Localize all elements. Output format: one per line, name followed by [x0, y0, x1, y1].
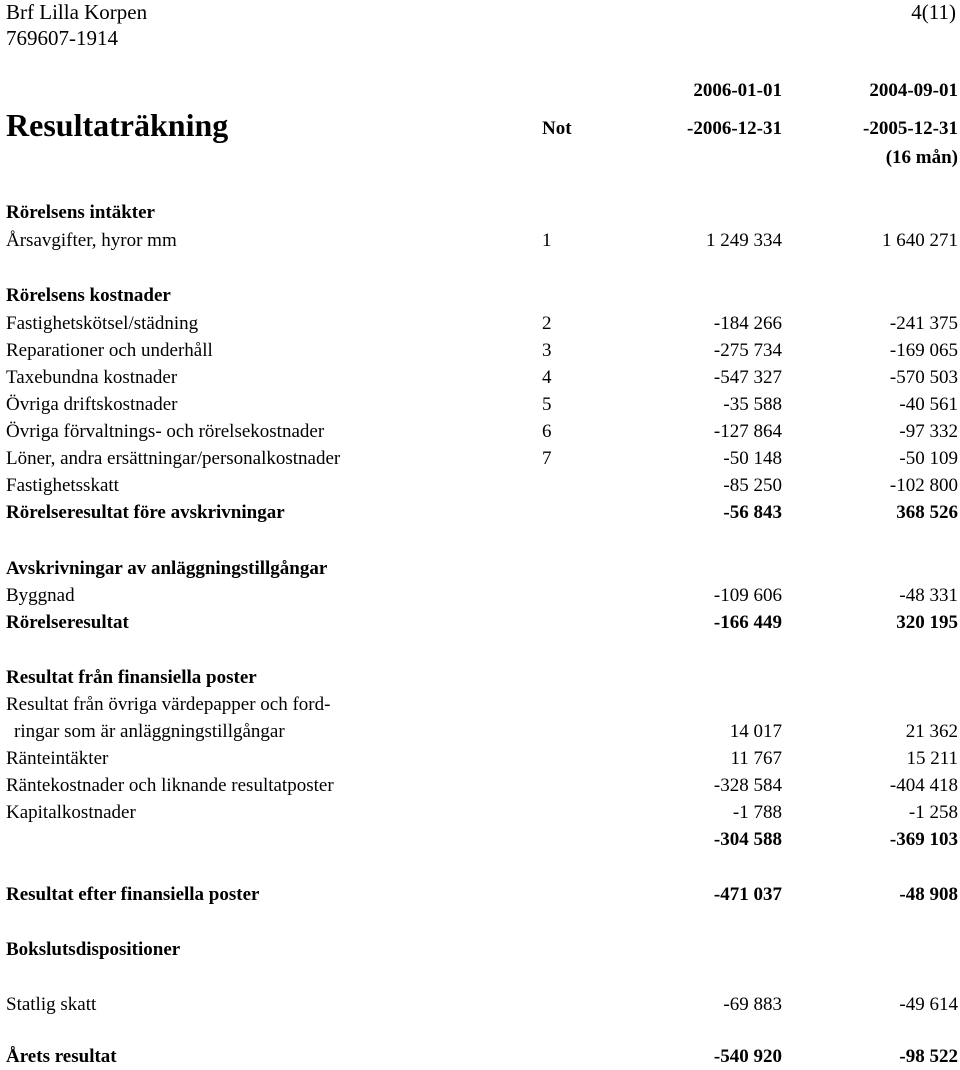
- row-value-period1: -166 449: [713, 612, 782, 633]
- row-note: 6: [542, 421, 552, 442]
- table-row: [0, 445, 960, 472]
- row-label: Taxebundna kostnader: [6, 367, 178, 388]
- row-value-period1: -56 843: [723, 502, 782, 523]
- row-label: Byggnad: [6, 585, 75, 606]
- table-row: [0, 691, 960, 718]
- table-row: [0, 282, 960, 309]
- row-value-period2: -369 103: [889, 829, 958, 850]
- row-label: Fastighetskötsel/städning: [6, 313, 199, 334]
- table-row: [0, 310, 960, 337]
- row-label: Reparationer och underhåll: [6, 340, 213, 361]
- table-row: [0, 1043, 960, 1070]
- row-value-period2: -48 908: [899, 884, 958, 905]
- row-label: Årsavgifter, hyror mm: [6, 230, 177, 251]
- row-value-period1: -540 920: [713, 1046, 782, 1067]
- table-row: [0, 199, 960, 226]
- row-label: Resultat efter finansiella poster: [6, 884, 260, 905]
- period2-start: 2004-09-01: [869, 80, 958, 101]
- table-row: [0, 499, 960, 526]
- row-value-period2: 1 640 271: [882, 230, 958, 251]
- row-value-period2: 21 362: [905, 721, 958, 742]
- table-row: [0, 826, 960, 853]
- row-value-period2: -570 503: [889, 367, 958, 388]
- row-label: Löner, andra ersättningar/personalkostnader: [6, 448, 341, 469]
- row-note: 3: [542, 340, 552, 361]
- row-label: ringar som är anläggningstillgångar: [14, 721, 285, 742]
- row-label: Ränteintäkter: [6, 748, 109, 769]
- table-row: [0, 936, 960, 963]
- row-label: Resultat från finansiella poster: [6, 667, 257, 688]
- row-value-period2: 15 211: [906, 748, 958, 769]
- row-label: Resultat från övriga värdepapper och ford-: [6, 694, 331, 715]
- row-value-period1: -35 588: [723, 394, 782, 415]
- row-value-period2: -97 332: [899, 421, 958, 442]
- organization-number: 769607-1914: [6, 26, 118, 50]
- table-row: [0, 799, 960, 826]
- row-value-period1: -471 037: [713, 884, 782, 905]
- row-label: Kapitalkostnader: [6, 802, 136, 823]
- table-row: [0, 609, 960, 636]
- row-label: Rörelsens intäkter: [6, 202, 155, 223]
- row-value-period1: 11 767: [730, 748, 782, 769]
- row-value-period2: -50 109: [899, 448, 958, 469]
- row-value-period2: -102 800: [889, 475, 958, 496]
- table-row: [0, 582, 960, 609]
- row-value-period2: -40 561: [899, 394, 958, 415]
- row-label: Statlig skatt: [6, 994, 97, 1015]
- row-label: Fastighetsskatt: [6, 475, 119, 496]
- table-row: [0, 881, 960, 908]
- period2-duration-note: (16 mån): [885, 147, 958, 168]
- row-value-period1: -85 250: [723, 475, 782, 496]
- row-note: 5: [542, 394, 552, 415]
- row-note: 7: [542, 448, 552, 469]
- row-label: Rörelsens kostnader: [6, 285, 171, 306]
- table-row: [0, 555, 960, 582]
- period1-start: 2006-01-01: [693, 80, 782, 101]
- row-note: 1: [542, 230, 552, 251]
- row-label: Avskrivningar av anläggningstillgångar: [6, 558, 328, 579]
- row-value-period2: -241 375: [889, 313, 958, 334]
- row-label: Övriga förvaltnings- och rörelsekostnader: [6, 421, 325, 442]
- row-value-period1: -328 584: [713, 775, 782, 796]
- period2-end: -2005-12-31: [863, 118, 958, 139]
- row-value-period2: -1 258: [908, 802, 958, 823]
- table-row: [0, 772, 960, 799]
- table-row: [0, 718, 960, 745]
- row-label: Räntekostnader och liknande resultatposter: [6, 775, 334, 796]
- table-row: [0, 227, 960, 254]
- row-value-period2: -404 418: [889, 775, 958, 796]
- row-value-period1: -69 883: [723, 994, 782, 1015]
- page-title: Resultaträkning: [6, 107, 229, 143]
- table-row: [0, 745, 960, 772]
- row-value-period1: 1 249 334: [706, 230, 782, 251]
- row-value-period1: -275 734: [713, 340, 782, 361]
- row-value-period1: 14 017: [729, 721, 782, 742]
- table-row: [0, 337, 960, 364]
- row-value-period2: -98 522: [899, 1046, 958, 1067]
- row-value-period1: -50 148: [723, 448, 782, 469]
- table-row: [0, 991, 960, 1018]
- row-value-period1: -1 788: [732, 802, 782, 823]
- row-label: Bokslutsdispositioner: [6, 939, 181, 960]
- row-value-period2: -48 331: [899, 585, 958, 606]
- row-value-period1: -547 327: [713, 367, 782, 388]
- organization-name: Brf Lilla Korpen: [6, 0, 148, 24]
- row-value-period1: -127 864: [713, 421, 782, 442]
- table-row: [0, 364, 960, 391]
- row-value-period2: -49 614: [899, 994, 958, 1015]
- row-value-period1: -184 266: [713, 313, 782, 334]
- row-note: 4: [542, 367, 552, 388]
- table-row: [0, 472, 960, 499]
- row-value-period2: -169 065: [889, 340, 958, 361]
- period1-end: -2006-12-31: [687, 118, 782, 139]
- row-label: Övriga driftskostnader: [6, 394, 178, 415]
- row-value-period1: -304 588: [713, 829, 782, 850]
- row-label: Rörelseresultat: [6, 612, 129, 633]
- page-number: 4(11): [911, 0, 956, 24]
- row-value-period2: 320 195: [896, 612, 958, 633]
- note-column-header: Not: [542, 118, 572, 139]
- row-note: 2: [542, 313, 552, 334]
- table-row: [0, 418, 960, 445]
- table-row: [0, 664, 960, 691]
- row-label: Rörelseresultat före avskrivningar: [6, 502, 285, 523]
- row-label: Årets resultat: [6, 1046, 117, 1067]
- row-value-period1: -109 606: [713, 585, 782, 606]
- table-row: [0, 391, 960, 418]
- row-value-period2: 368 526: [896, 502, 958, 523]
